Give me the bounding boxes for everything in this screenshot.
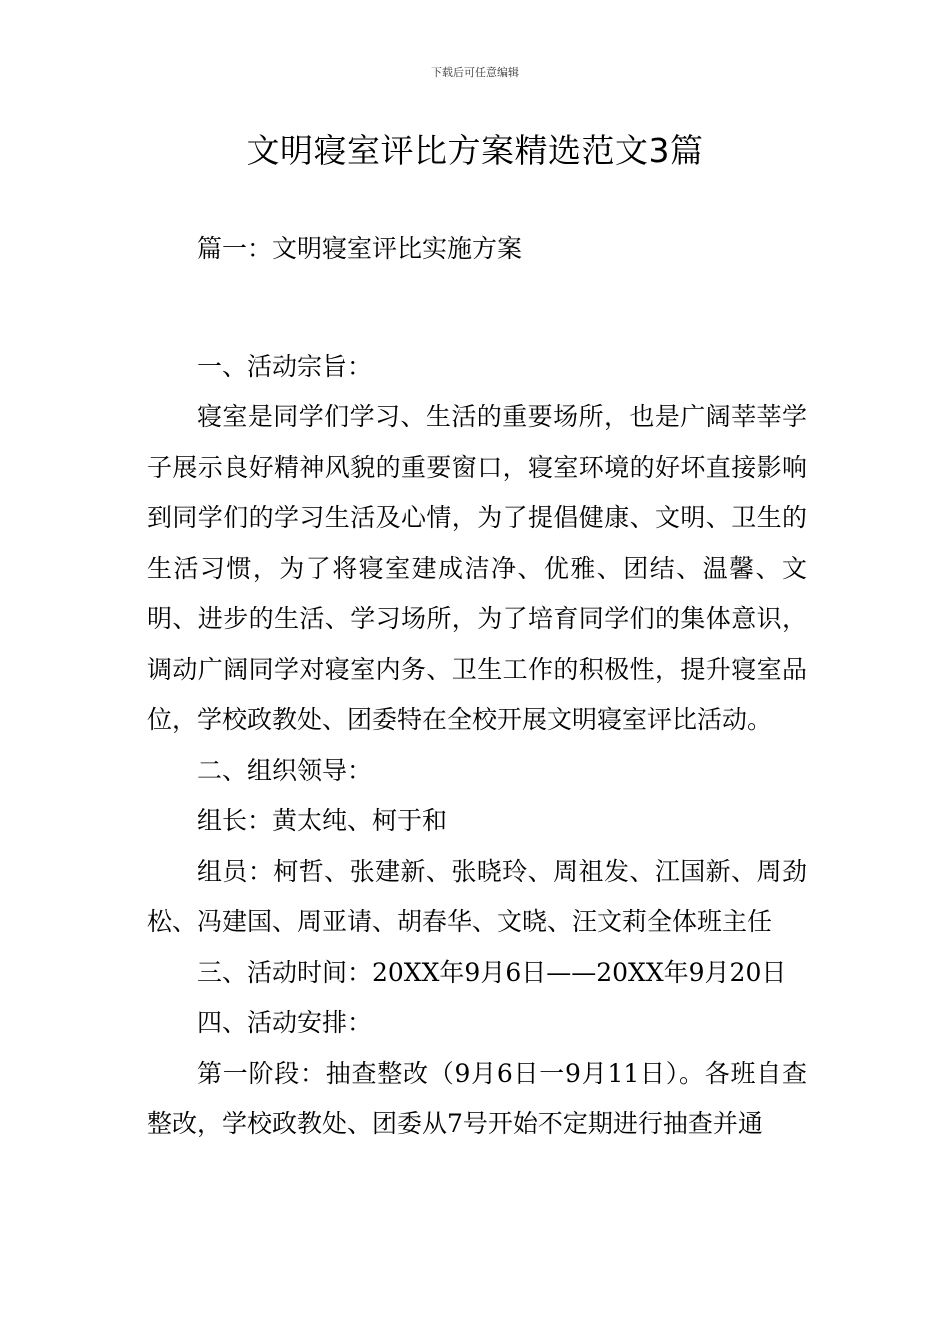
paragraph-members: 组员：柯哲、张建新、张晓玲、周祖发、江国新、周劲松、冯建国、周亚请、胡春华、文晓、汪文莉全体班主任	[147, 856, 807, 936]
paragraph-purpose: 寝室是同学们学习、生活的重要场所，也是广阔莘莘学子展示良好精神风貌的重要窗口，寝室环境的好坏直接影响到同学们的学习生活及心情，为了提倡健康、文明、卫生的生活习惯，为了将寝室建成洁净、优雅、团结、温馨、文明、进步的生活、学习场所，为了培育同学们的集体意识，调动广阔同学对寝室内务、卫生工作的积极性，提升寝室品位，学校政教处、团委特在全校开展文明寝室评比活动。	[147, 402, 807, 734]
document-body	[147, 224, 807, 1150]
heading-arrangement: 四、活动安排：	[197, 1008, 373, 1037]
spacer	[147, 325, 807, 342]
paragraph-leaders: 组长：黄太纯、柯于和	[197, 806, 448, 835]
heading-purpose: 一、活动宗旨：	[197, 351, 373, 381]
section-heading: 篇一：文明寝室评比实施方案	[197, 234, 523, 263]
header-note: 下载后可任意编辑	[431, 66, 519, 79]
document-title: 文明寝室评比方案精选范文3篇	[246, 131, 704, 170]
heading-organization: 二、组织领导：	[197, 755, 373, 785]
paragraph-time: 三、活动时间：20XX年9月6日——20XX年9月20日	[197, 957, 787, 987]
paragraph-stage-one: 第一阶段：抽查整改（9月6日一9月11日）。各班自查整改，学校政教处、团委从7号开始不定期进行抽查并通	[147, 1058, 807, 1138]
